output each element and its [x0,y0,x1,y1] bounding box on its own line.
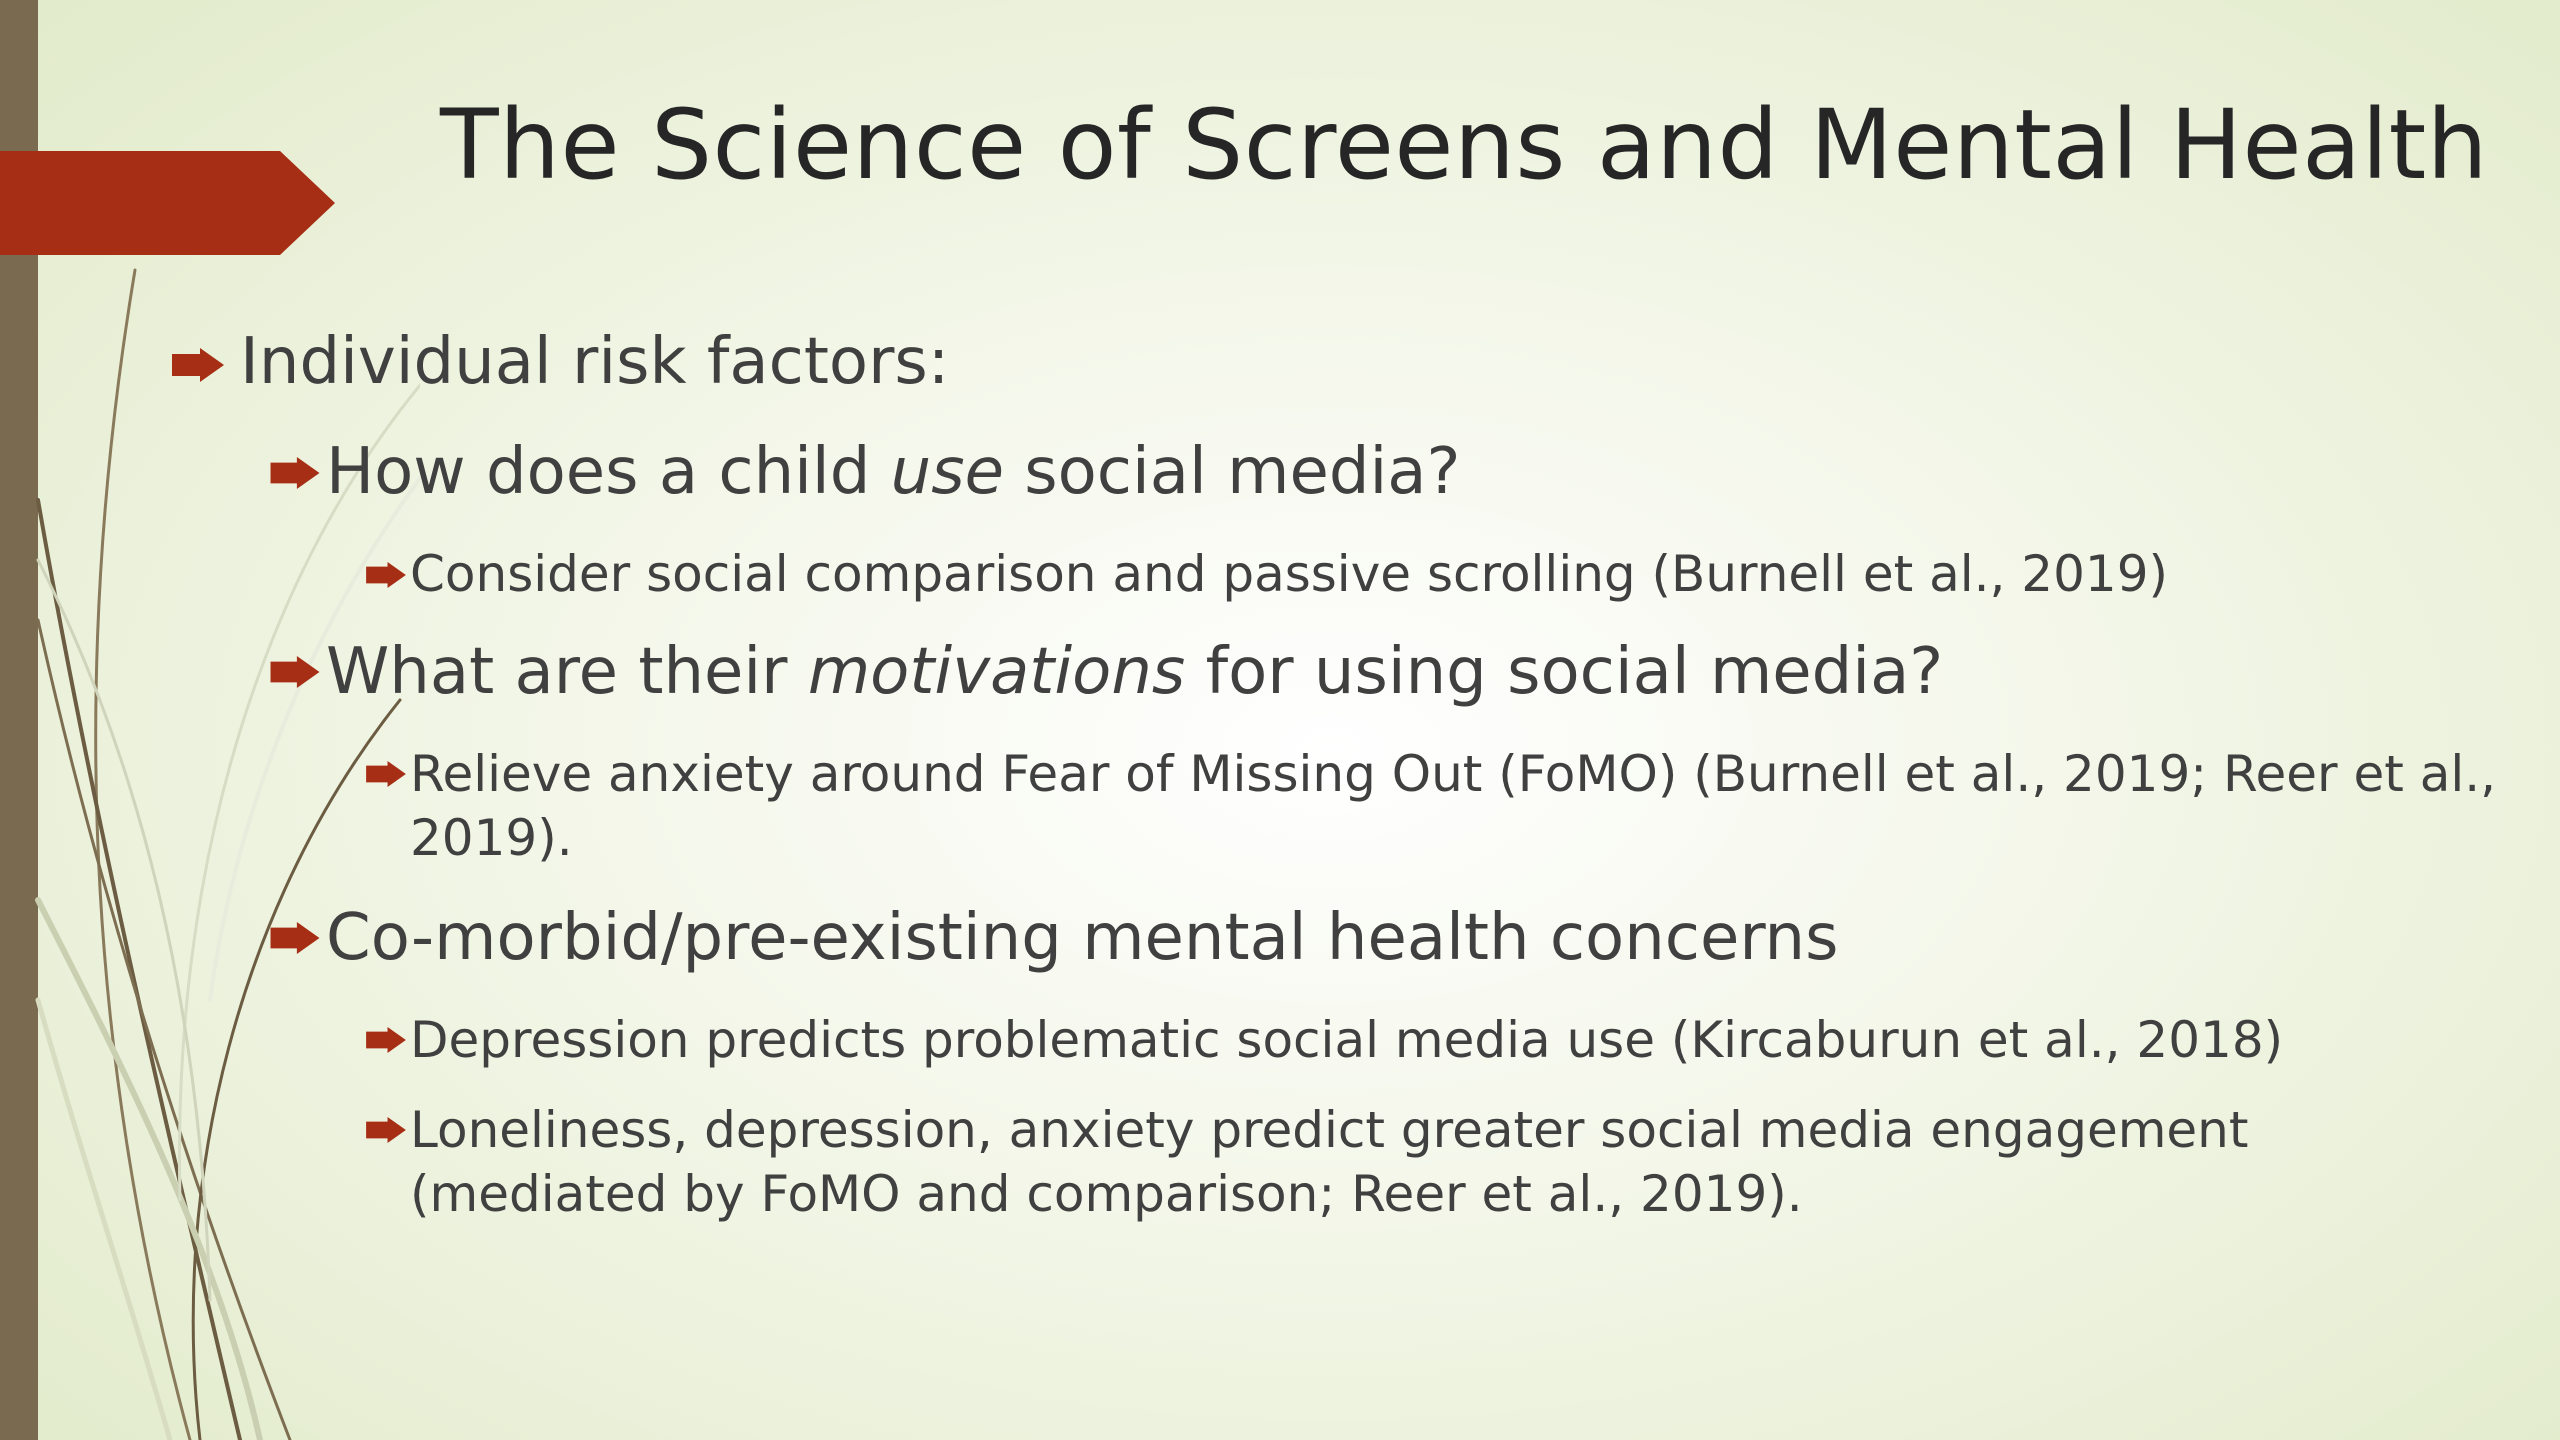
slide-title: The Science of Screens and Mental Health [440,89,2489,201]
arrow-bullet-icon [270,457,320,489]
bullet-fomo-line2: 2019). [410,809,573,867]
bullet-motivations-emphasis: motivations [807,635,1186,709]
bullet-individual-risk: Individual risk factors: [240,325,950,399]
bullet-depression: Depression predicts problematic social media use (Kircaburun et al., 2018) [410,1011,2284,1069]
arrow-bullet-icon [172,348,224,382]
bullet-motivations [326,632,1943,712]
bullet-fomo-line1: Relieve anxiety around Fear of Missing Out (FoMO) (Burnell et al., 2019; Reer et al., [410,745,2497,803]
arrow-bullet-icon [270,922,320,954]
bullet-loneliness-line2: (mediated by FoMO and comparison; Reer et al., 2019). [410,1165,1803,1223]
bullet-child-use-pre: How does a child [326,435,891,509]
arrow-bullet-icon [270,656,320,688]
arrow-bullet-icon [366,1027,406,1053]
bullet-comorbid: Co-morbid/pre-existing mental health concerns [326,901,1839,975]
bullet-child-use-post: social media? [1003,435,1461,509]
arrow-bullet-icon [366,761,406,787]
bullet-loneliness-line1: Loneliness, depression, anxiety predict greater social media engagement [410,1101,2249,1159]
bullet-child-use-emphasis: use [890,435,1004,509]
bullet-child-use [326,432,1460,512]
arrow-bullet-icon [366,562,406,588]
bullet-motivations-post: for using social media? [1185,635,1944,709]
bullet-social-comparison: Consider social comparison and passive scrolling (Burnell et al., 2019) [410,545,2169,603]
arrow-bullet-icon [366,1117,406,1143]
bullet-motivations-pre: What are their [326,635,808,709]
